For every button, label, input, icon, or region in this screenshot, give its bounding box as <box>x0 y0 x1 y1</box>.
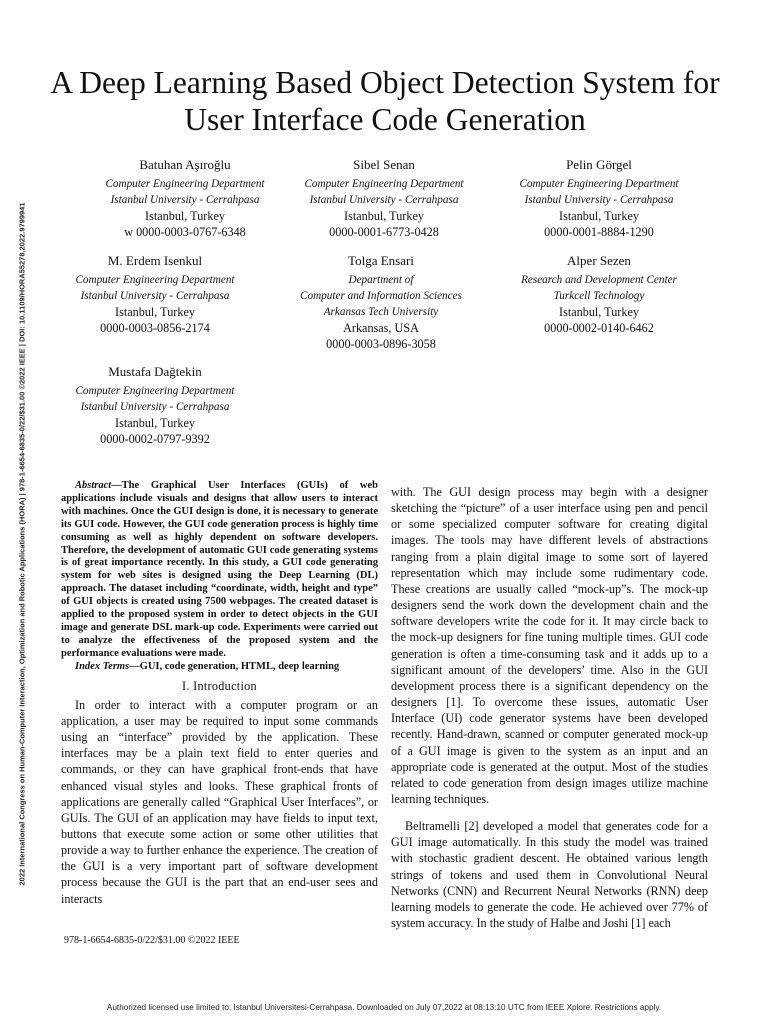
index-terms <box>61 661 378 674</box>
author-dept-name: Computer and Information Sciences <box>300 290 462 302</box>
body-paragraph: with. The GUI design process may begin with a designer sketching the “picture” of a user interface using pen and pencil or some specialized computer software for creating digital images. The tools may have different levels of abstractions ranging from a plain digital image to some sort of layered representation which may include some rudimentary code. These creations are usually called “mock-up”s. The mock-up designers send the work down the development chain and the software developers write the code for it. It may circle back to the mock-up designers for fine tuning multiple times. GUI code generation is often a time-consuming task and it adds up to a significant amount of the developers’ time. Also in the GUI development process there is a significant dependency on the designers [1]. To overcome these issues, automatic User Interface (UI) code generator systems have been developed recently. Hand-drawn, scanned or computer generated mock-up of a GUI image is given to the system as an input and an appropriate code is generated at the output. Most of the studies related to code generation from design images utilize machine learning techniques. <box>391 485 708 806</box>
author-orcid: 0000-0003-0856-2174 <box>100 321 210 335</box>
author-location: Istanbul, Turkey <box>344 209 424 223</box>
author-block <box>266 253 496 352</box>
abstract <box>61 480 378 661</box>
body-paragraph: Beltramelli [2] developed a model that generates code for a GUI image automatically. In this study the model was trained with stochastic gradient descent. He obtained various length strings of tokens and used them in Convolutional Neural Networks (CNN) and Recurrent Neural Networks (RNN) deep learning models to generate the code. He achieved over 77% of system accuracy. In the study of Halbe and Joshi [1] each <box>391 819 708 931</box>
author-name: Sibel Senan <box>353 157 415 172</box>
author-orcid: 0000-0003-0896-3058 <box>326 337 436 351</box>
author-orcid: 0000-0002-0797-9392 <box>100 432 210 446</box>
author-affiliation: Arkansas Tech University <box>323 306 439 318</box>
author-location: Istanbul, Turkey <box>115 305 195 319</box>
author-dept: Computer Engineering Department <box>75 385 235 397</box>
author-orcid: w 0000-0003-0767-6348 <box>124 225 246 239</box>
author-orcid: 0000-0002-0140-6462 <box>544 321 654 335</box>
author-block <box>40 364 270 447</box>
author-name: Alper Sezen <box>567 253 631 268</box>
author-name: Batuhan Aşıroğlu <box>139 157 231 172</box>
author-block <box>484 253 714 336</box>
author-name: Mustafa Dağtekin <box>108 364 202 379</box>
license-footer: Authorized licensed use limited to: Istanbul Universitesi-Cerrahpasa. Downloaded on July 07,2022 at 08:13:10 UTC from IEEE Xplore. Restrictions apply. <box>106 1003 662 1012</box>
author-affiliation: Istanbul University - Cerrahpasa <box>524 194 674 206</box>
author-location: Arkansas, USA <box>343 321 419 335</box>
body-paragraph: In order to interact with a computer program or an application, a user may be required to input some commands using an “interface” provided by the application. These interfaces may be a plain text field to enter queries and commands, or they can have graphical front-ends that have enhanced visual styles and looks. These graphical fronts of applications are generally called “Graphical User Interfaces”, or GUIs. The GUI of an application may have fields to input text, buttons that execute some action or some other utilities that provide a way to further enhance the experience. The creation of the GUI is a very important part of software development process because the GUI is the part that an end-user sees and interacts <box>61 697 378 906</box>
author-block <box>70 157 300 240</box>
author-orcid: 0000-0001-6773-0428 <box>329 225 439 239</box>
author-location: Istanbul, Turkey <box>115 416 195 430</box>
author-dept: Research and Development Center <box>521 274 677 286</box>
index-terms-text: —GUI, code generation, HTML, deep learning <box>129 660 340 672</box>
author-location: Istanbul, Turkey <box>145 209 225 223</box>
author-affiliation: Istanbul University - Cerrahpasa <box>309 194 459 206</box>
right-column <box>391 484 708 931</box>
author-block <box>484 157 714 240</box>
author-dept: Computer Engineering Department <box>75 274 235 286</box>
author-location: Istanbul, Turkey <box>559 209 639 223</box>
author-affiliation: Istanbul University - Cerrahpasa <box>80 401 230 413</box>
author-name: M. Erdem Isenkul <box>107 253 203 268</box>
author-affiliation: Turkcell Technology <box>553 290 645 302</box>
author-dept: Computer Engineering Department <box>519 178 679 190</box>
author-block <box>40 253 270 336</box>
author-orcid: 0000-0001-8884-1290 <box>544 225 654 239</box>
section-heading: I. Introduction <box>182 678 257 693</box>
copyright-notice: 978-1-6654-6835-0/22/$31.00 ©2022 IEEE <box>64 935 240 946</box>
author-name: Tolga Ensari <box>348 253 414 268</box>
abstract-text: —The Graphical User Interfaces (GUIs) of web applications include visuals and designs that allow users to interact with machines. Once the GUI design is done, it is necessary to generate its GUI code. However, the GUI code generation process is highly time consuming as well as highly dependent on software developers. Therefore, the development of automatic GUI code generating systems is of great importance recently. In this study, a GUI code generating system for web sites is designed using the Deep Learning (DL) approach. The dataset including “coordinate, width, height and type” of GUI objects is created using 7500 webpages. The created dataset is applied to the proposed system in order to detect objects in the GUI image and generate DSL mark-up code. Experiments were carried out to analyze the effectiveness of the proposed system and the performance evaluations were made. <box>61 480 378 659</box>
author-dept: Computer Engineering Department <box>304 178 464 190</box>
author-location: Istanbul, Turkey <box>559 305 639 319</box>
author-dept: Department of <box>348 274 414 286</box>
index-terms-label: Index Terms <box>75 660 130 672</box>
author-affiliation: Istanbul University - Cerrahpasa <box>80 290 230 302</box>
author-name: Pelin Görgel <box>566 157 632 172</box>
paper-title: A Deep Learning Based Object Detection System for User Interface Code Generation <box>50 65 720 137</box>
doi-sidebar-text: 2022 International Congress on Human-Computer Interaction, Optimization and Robotic Applications (HORA) | 978-1-6654-6835-0/22/$31.00 ©2022 IEEE | DOI: 10.1109/HORA55278.2022.9799941 <box>17 202 27 886</box>
author-dept: Computer Engineering Department <box>105 178 265 190</box>
left-column <box>61 480 378 907</box>
abstract-label: Abstract <box>75 480 112 491</box>
doi-sidebar <box>12 118 32 970</box>
author-block <box>269 157 499 240</box>
author-affiliation: Istanbul University - Cerrahpasa <box>110 194 260 206</box>
